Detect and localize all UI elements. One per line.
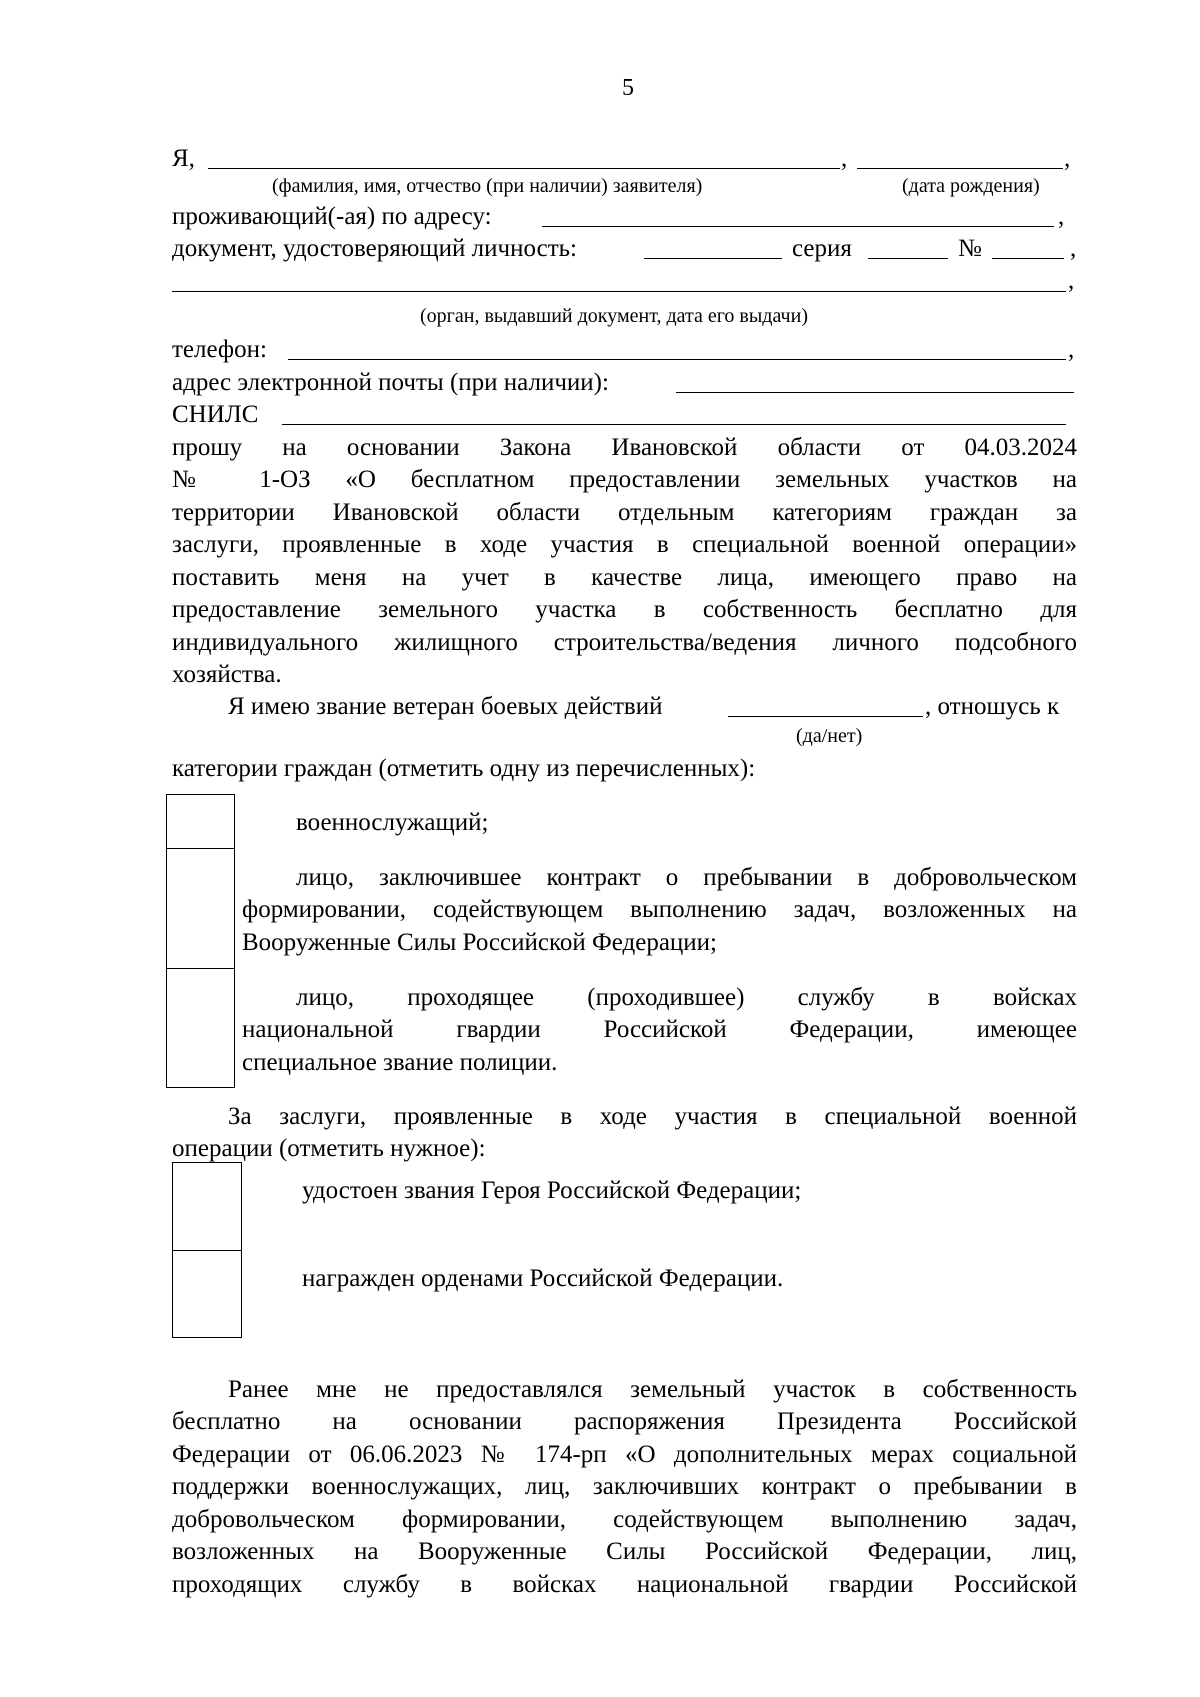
comma: ,: [841, 145, 848, 172]
category-option-text: специальное звание полиции.: [242, 1049, 558, 1076]
name-blank[interactable]: [208, 168, 840, 169]
category-option-text: формировании, содействующем выполнению задач, возложенных на: [242, 896, 1077, 923]
prior-line: проходящих службу в войсках национальной гвардии Российской: [172, 1571, 1077, 1598]
category-checkbox-guard[interactable]: [166, 969, 235, 1088]
category-option-text: Вооруженные Силы Российской Федерации;: [242, 929, 717, 956]
request-line: заслуги, проявленные в ходе участия в специальной военной операции»: [172, 531, 1077, 558]
comma: ,: [1068, 336, 1075, 363]
phone-label: телефон:: [172, 336, 267, 363]
page-number: 5: [622, 75, 634, 101]
request-line: предоставление земельного участка в собственность бесплатно для: [172, 596, 1077, 623]
merit-checkbox-hero[interactable]: [172, 1162, 242, 1250]
address-label: проживающий(-ая) по адресу:: [172, 203, 492, 230]
email-label: адрес электронной почты (при наличии):: [172, 369, 609, 396]
birthdate-caption: (дата рождения): [902, 175, 1040, 197]
phone-blank[interactable]: [288, 359, 1066, 360]
category-option-text: военнослужащий;: [296, 809, 489, 836]
category-checkbox-military[interactable]: [166, 794, 235, 848]
series-blank[interactable]: [868, 258, 948, 259]
merits-intro: операции (отметить нужное):: [172, 1135, 486, 1162]
merit-checkbox-orders[interactable]: [172, 1251, 242, 1338]
comma: ,: [1058, 203, 1065, 230]
veteran-blank[interactable]: [728, 716, 923, 717]
request-line: индивидуального жилищного строительства/ведения личного подсобного: [172, 629, 1077, 656]
number-blank[interactable]: [992, 258, 1064, 259]
comma: ,: [1064, 145, 1071, 172]
id-document-blank[interactable]: [644, 258, 782, 259]
number-label: №: [958, 235, 982, 262]
veteran-text: Я имею звание ветеран боевых действий: [228, 693, 663, 720]
veteran-caption: (да/нет): [796, 725, 863, 747]
prior-line: возложенных на Вооруженные Силы Российской Федерации, лиц,: [172, 1538, 1077, 1565]
prior-line: Ранее мне не предоставлялся земельный участок в собственность: [228, 1376, 1077, 1403]
request-line: № 1-ОЗ «О бесплатном предоставлении земельных участков на: [172, 466, 1077, 493]
category-intro: категории граждан (отметить одну из перечисленных):: [172, 755, 756, 782]
id-document-label: документ, удостоверяющий личность:: [172, 235, 577, 262]
issuer-caption: (орган, выдавший документ, дата его выдачи): [420, 305, 808, 327]
request-line: прошу на основании Закона Ивановской области от 04.03.2024: [172, 434, 1077, 461]
applicant-prefix: Я,: [172, 145, 195, 172]
category-option-text: национальной гвардии Российской Федерации, имеющее: [242, 1016, 1077, 1043]
merit-option-text: награжден орденами Российской Федерации.: [302, 1265, 784, 1292]
comma: ,: [1068, 267, 1075, 294]
merit-option-text: удостоен звания Героя Российской Федерации;: [302, 1177, 802, 1204]
comma: ,: [1070, 235, 1077, 262]
prior-line: Федерации от 06.06.2023 № 174-рп «О дополнительных мерах социальной: [172, 1441, 1077, 1468]
name-caption: (фамилия, имя, отчество (при наличии) заявителя): [272, 175, 703, 197]
prior-line: добровольческом формировании, содействующем выполнению задач,: [172, 1506, 1077, 1533]
snils-blank[interactable]: [282, 424, 1066, 425]
snils-label: СНИЛС: [172, 401, 259, 428]
category-option-text: лицо, заключившее контракт о пребывании в добровольческом: [296, 864, 1077, 891]
veteran-end: , отношусь к: [925, 693, 1060, 720]
email-blank[interactable]: [676, 392, 1074, 393]
prior-line: поддержки военнослужащих, лиц, заключивших контракт о пребывании в: [172, 1473, 1077, 1500]
series-label: серия: [792, 235, 852, 262]
request-line: хозяйства.: [172, 661, 282, 688]
merits-intro: За заслуги, проявленные в ходе участия в специальной военной: [228, 1103, 1077, 1130]
category-option-text: лицо, проходящее (проходившее) службу в войсках: [296, 984, 1077, 1011]
request-line: поставить меня на учет в качестве лица, имеющего право на: [172, 564, 1077, 591]
issuer-blank[interactable]: [172, 291, 1066, 292]
category-checkbox-volunteer[interactable]: [166, 849, 235, 968]
prior-line: бесплатно на основании распоряжения Президента Российской: [172, 1408, 1077, 1435]
request-line: территории Ивановской области отдельным категориям граждан за: [172, 499, 1077, 526]
address-blank[interactable]: [542, 226, 1054, 227]
birthdate-blank[interactable]: [857, 168, 1063, 169]
